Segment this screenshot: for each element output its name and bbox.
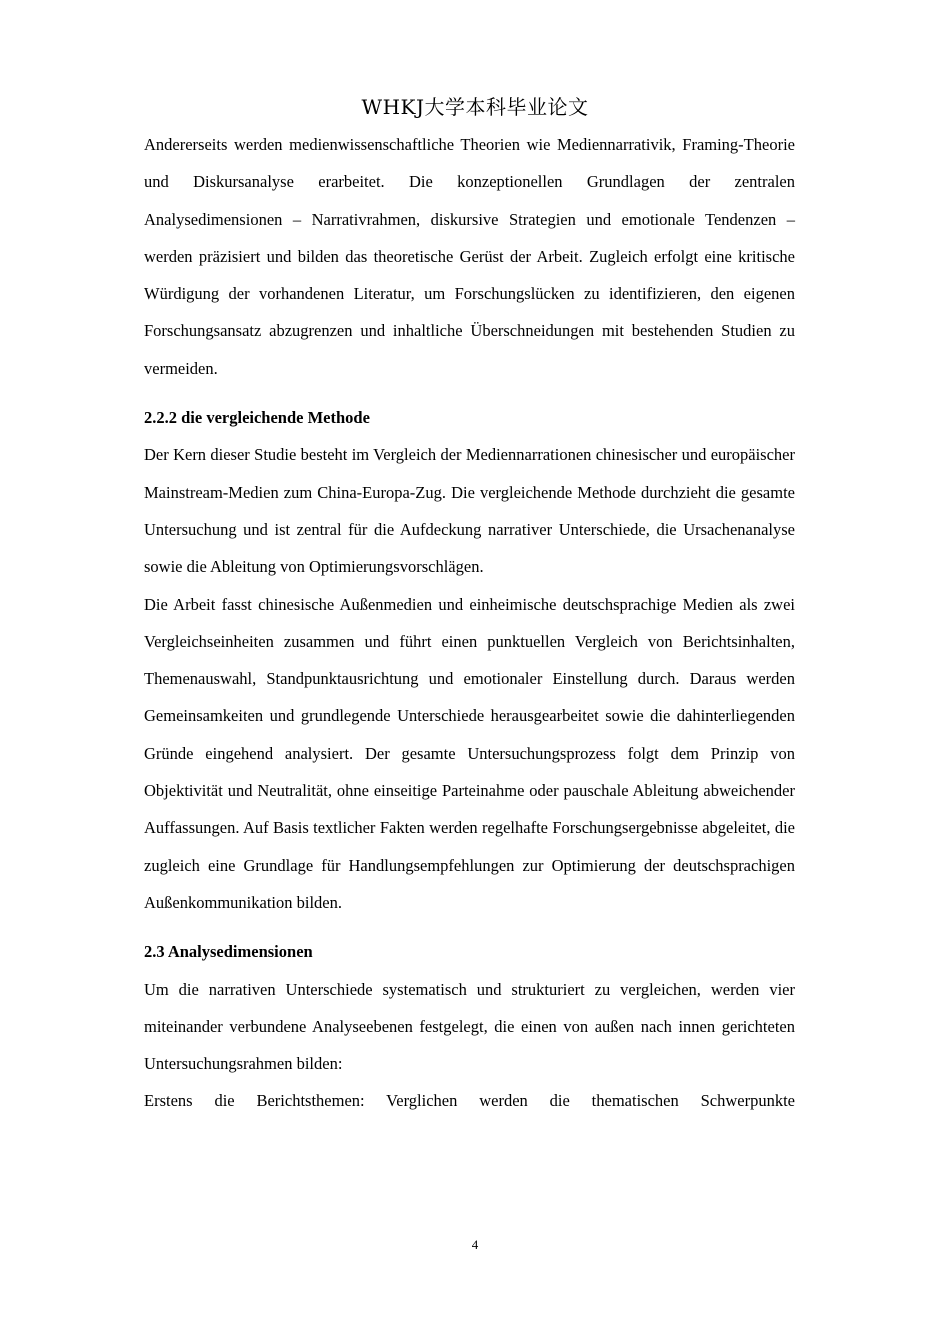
paragraph-comparison-units: Die Arbeit fasst chinesische Außenmedien und einheimische deutschsprachige Medien als zwei Vergleichseinheiten zusammen und führt einen punktuellen Vergleich von Berichtsinhalten, Themenauswahl, Standpunktausrichtung und emotionaler Einstellung durch. Daraus werden Gemeinsamkeiten und grundlegende Unterschiede herausgearbeitet sowie die dahinterliegenden Gründe eingehend analysiert. Der gesamte Untersuchungsprozess folgt dem Prinzip von Objektivität und Neutralität, ohne einseitige Parteinahme oder pauschale Ableitung abweichender Auffassungen. Auf Basis textlicher Fakten werden regelhafte Forschungsergebnisse abgeleitet, die zugleich eine Grundlage für Handlungsempfehlungen zur Optimierung der deutschsprachigen Außenkommunikation bilden. — [144, 594, 795, 912]
paragraph-theory: Andererseits werden medienwissenschaftliche Theorien wie Mediennarrativik, Framing-Theorie und Diskursanalyse erarbeitet. Die konzeptionellen Grundlagen der zentralen Analysedimensionen – Narrativrahmen, diskursive Strategien und emotionale Tendenzen – werden präzisiert und bilden das theoretische Gerüst der Arbeit. Zugleich erfolgt eine kritische Würdigung der vorhandenen Literatur, um Forschungslücken zu identifizieren, den eigenen Forschungsansatz abzugrenzen und inhaltliche Überschneidungen mit bestehenden Studien zu vermeiden. — [144, 135, 795, 378]
section-heading-2-3: 2.3 Analysedimensionen — [144, 942, 313, 962]
page-header-title: WHKJ大学本科毕业论文 — [361, 95, 589, 119]
paragraph-first-dimension: Erstens die Berichtsthemen: Verglichen werden die thematischen Schwerpunkte — [144, 1091, 795, 1111]
paragraph-analysis-levels: Um die narrativen Unterschiede systematisch und strukturiert zu vergleichen, werden vier miteinander verbundene Analyseebenen festgelegt, die einen von außen nach innen gerichteten Untersuchungsrahmen bilden: — [144, 979, 795, 1074]
section-heading-2-2-2: 2.2.2 die vergleichende Methode — [144, 408, 370, 428]
body-text — [144, 126, 795, 1120]
paragraph-comparison-core: Der Kern dieser Studie besteht im Vergleich der Mediennarrationen chinesischer und europäischer Mainstream-Medien zum China-Europa-Zug. Die vergleichende Methode durchzieht die gesamte Untersuchung und ist zentral für die Aufdeckung narrativer Unterschiede, die Ursachenanalyse sowie die Ableitung von Optimierungsvorschlägen. — [144, 445, 795, 577]
page-number: 4 — [471, 1237, 479, 1252]
